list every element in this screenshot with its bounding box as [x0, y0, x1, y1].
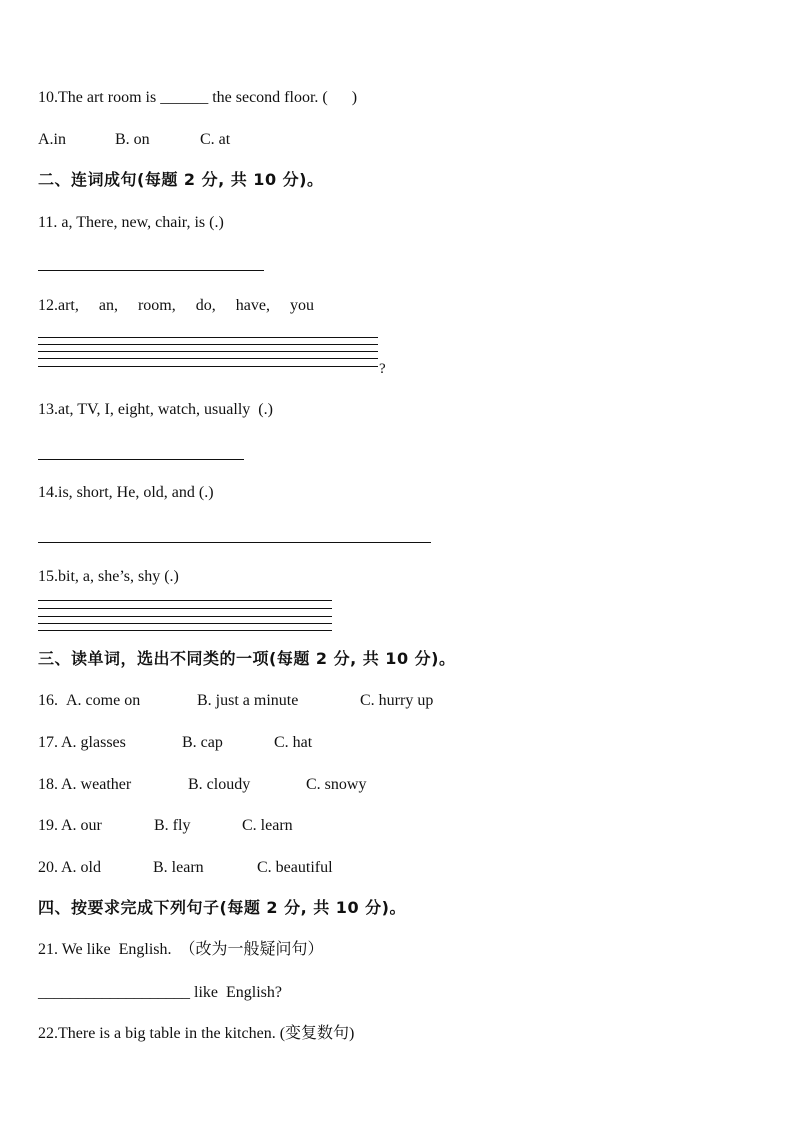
- question-11: 11. a, There, new, chair, is (.): [38, 214, 224, 231]
- q12-answer-line-1[interactable]: [38, 337, 378, 338]
- question-12: 12.art, an, room, do, have, you: [38, 297, 314, 314]
- q15-answer-line-2[interactable]: [38, 608, 332, 609]
- q10-option-c: C. at: [200, 131, 231, 148]
- q17-option-c: C. hat: [274, 734, 313, 751]
- question-14: 14.is, short, He, old, and (.): [38, 484, 214, 501]
- q19-number: 19.: [38, 817, 58, 834]
- q20-option-c: C. beautiful: [257, 859, 333, 876]
- q14-answer-line[interactable]: [38, 542, 431, 543]
- q12-answer-line-2[interactable]: [38, 344, 378, 345]
- q15-answer-line-4[interactable]: [38, 623, 332, 624]
- q13-answer-line[interactable]: [38, 459, 244, 460]
- q11-answer-line[interactable]: [38, 270, 264, 271]
- q12-answer-line-5[interactable]: [38, 366, 378, 367]
- q15-answer-line-3[interactable]: [38, 616, 332, 617]
- q21-answer-line[interactable]: ___________________ like English?: [38, 984, 282, 1001]
- q10-option-b: B. on: [115, 131, 150, 148]
- q12-answer-line-4[interactable]: [38, 358, 378, 359]
- question-22: 22.There is a big table in the kitchen. (变复数句): [38, 1025, 355, 1042]
- q17-number: 17.: [38, 734, 58, 751]
- q17-option-a: A. glasses: [61, 734, 126, 751]
- q18-option-b: B. cloudy: [188, 776, 251, 793]
- q18-number: 18.: [38, 776, 58, 793]
- q18-option-a: A. weather: [61, 776, 132, 793]
- q12-answer-line-3[interactable]: [38, 351, 378, 352]
- question-15: 15.bit, a, she’s, shy (.): [38, 568, 179, 585]
- q10-option-a: A.in: [38, 131, 66, 148]
- question-21: 21. We like English. （改为一般疑问句）: [38, 941, 324, 958]
- q12-question-mark: ?: [379, 361, 386, 377]
- q20-option-a: A. old: [61, 859, 101, 876]
- q19-option-a: A. our: [61, 817, 102, 834]
- question-10: 10.The art room is ______ the second floor. ( ): [38, 89, 358, 106]
- question-13: 13.at, TV, I, eight, watch, usually (.): [38, 401, 273, 418]
- q16-option-a: A. come on: [66, 692, 141, 709]
- q16-option-c: C. hurry up: [360, 692, 434, 709]
- q15-answer-line-5[interactable]: [38, 630, 332, 631]
- q16-option-b: B. just a minute: [197, 692, 299, 709]
- q20-option-b: B. learn: [153, 859, 204, 876]
- q19-option-c: C. learn: [242, 817, 293, 834]
- q16-number: 16.: [38, 692, 62, 709]
- q18-option-c: C. snowy: [306, 776, 367, 793]
- section-3-heading: 三、读单词，选出不同类的一项(每题 2 分, 共 10 分)。: [38, 649, 456, 668]
- q19-option-b: B. fly: [154, 817, 191, 834]
- q17-option-b: B. cap: [182, 734, 223, 751]
- q20-number: 20.: [38, 859, 58, 876]
- q15-answer-line-1[interactable]: [38, 600, 332, 601]
- section-4-heading: 四、按要求完成下列句子(每题 2 分, 共 10 分)。: [38, 898, 406, 917]
- section-2-heading: 二、连词成句(每题 2 分, 共 10 分)。: [38, 170, 324, 189]
